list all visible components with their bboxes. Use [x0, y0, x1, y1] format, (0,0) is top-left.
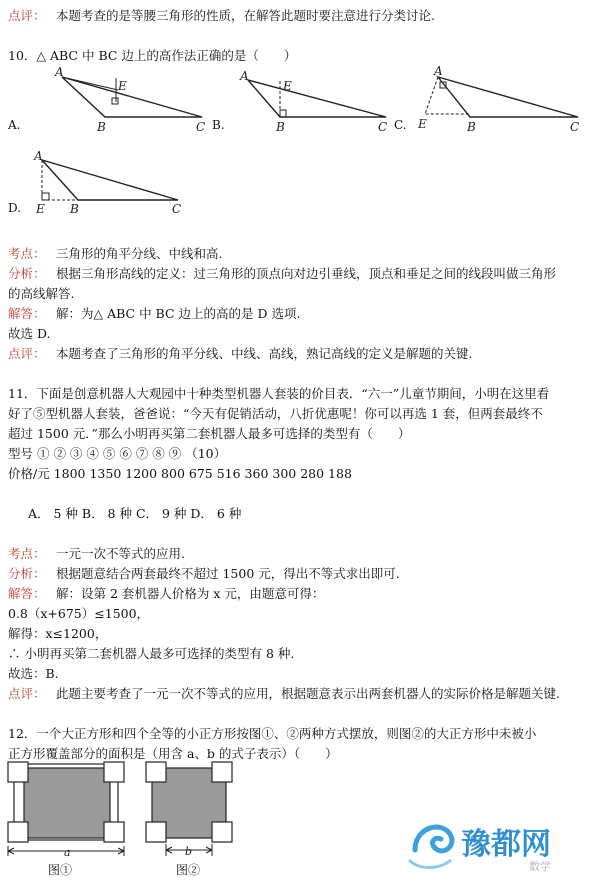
pt-a2: A: [240, 69, 249, 83]
q11-kaodian-tag: 考点：: [8, 546, 46, 561]
q12-line1: 12．一个大正方形和四个全等的小正方形按图①、②两种方式摆放，则图②的大正方形中未被小: [8, 726, 537, 741]
pt-e1: E: [118, 79, 127, 93]
q10-fenxi-tag: 分析：: [8, 266, 46, 281]
opt-a: A.: [8, 118, 21, 132]
fig2-label: 图②: [176, 863, 201, 877]
top-dianping-tag: 点评：: [8, 8, 46, 23]
q10-fenxi-1: 根据三角形高线的定义：过三角形的顶点向对边引垂线，顶点和垂足之间的线段叫做三角形: [56, 266, 557, 281]
watermark-logo: [395, 810, 595, 880]
q11-dianping-tag: 点评：: [8, 686, 46, 701]
q11-eq3: ∴ 小明再买第二套机器人最多可选择的类型有 8 种.: [8, 646, 295, 661]
q10-jieda: 解：为△ ABC 中 BC 边上的高的是 D 选项.: [56, 306, 301, 321]
dim-b-label: b: [185, 845, 193, 858]
pt-c3: C: [570, 120, 580, 134]
q11-line5: 价格/元 1800 1350 1200 800 675 516 360 300 280 188: [8, 466, 352, 481]
q11-line2: 好了⑤型机器人套装，爸爸说：“今天有促销活动，八折优惠呢！你可以再选 1 套，但两套最终不: [8, 406, 543, 421]
q10-figures: [0, 62, 600, 222]
pt-b2: B: [276, 120, 285, 134]
watermark-sub: 数学: [529, 860, 551, 873]
pt-c4: C: [172, 202, 182, 216]
pt-a4: A: [34, 149, 43, 163]
opt-d: D.: [8, 201, 22, 215]
q10-triangle-d: [42, 160, 178, 200]
q10-triangle-a: [62, 77, 202, 117]
q10-dianping: 本题考查了三角形的角平分线、中线、高线，熟记高线的定义是解题的关键.: [56, 346, 473, 361]
q11-fenxi: 根据题意结合两套最终不超过 1500 元，得出不等式求出即可.: [56, 566, 400, 581]
pt-c2: C: [378, 120, 388, 134]
q11-eq2: 解得：x≤1200，: [8, 626, 108, 641]
q11-jieda-tag: 解答：: [8, 586, 46, 601]
q11-eq1: 0.8（x+675）≤1500，: [8, 606, 150, 621]
q11-guxuan: 故选：B.: [8, 666, 59, 681]
figure-2: [146, 762, 232, 856]
q11-fenxi-tag: 分析：: [8, 566, 46, 581]
q10-guxuan: 故选 D.: [8, 326, 51, 341]
pt-b4: B: [70, 202, 79, 216]
q10-triangle-b: [248, 80, 386, 117]
watermark-swirl-icon: [395, 810, 595, 880]
q11-kaodian: 一元一次不等式的应用.: [56, 546, 185, 561]
pt-c1: C: [196, 120, 206, 134]
q11-options: A． 5 种 B． 8 种 C． 9 种 D． 6 种: [28, 506, 242, 521]
q10-dianping-tag: 点评：: [8, 346, 46, 361]
top-dianping-text: 本题考查的是等腰三角形的性质，在解答此题时要注意进行分类讨论.: [56, 8, 435, 23]
q12-figures: [0, 760, 300, 881]
dim-a-label: a: [64, 846, 71, 859]
fig1-label: 图①: [48, 863, 73, 877]
q12-line2: 正方形覆盖部分的面积是（用含 a、b 的式子表示）（ ）: [8, 746, 338, 761]
pt-e3: E: [418, 117, 427, 131]
pt-b1: B: [97, 120, 106, 134]
q10-kaodian: 三角形的角平分线、中线和高.: [56, 246, 223, 261]
q10-triangle-c: [438, 77, 578, 117]
watermark-text: 豫都网: [461, 827, 551, 862]
pt-b3: B: [467, 120, 476, 134]
q11-line1: 11．下面是创意机器人大观园中十种类型机器人套装的价目表．“六一”儿童节期间，小明在这里看: [8, 386, 550, 401]
pt-a1: A: [55, 65, 64, 79]
q11-line4: 型号 ① ② ③ ④ ⑤ ⑥ ⑦ ⑧ ⑨ （10）: [8, 446, 227, 461]
opt-c: C.: [394, 118, 407, 132]
q11-line3: 超过 1500 元．”那么小明再买第二套机器人最多可选择的类型有（ ）: [8, 426, 411, 441]
q11-jieda: 解：设第 2 套机器人价格为 x 元，由题意可得：: [56, 586, 325, 601]
q10-jieda-tag: 解答：: [8, 306, 46, 321]
q10-title: 10．△ ABC 中 BC 边上的高作法正确的是（ ）: [8, 48, 297, 63]
opt-b: B.: [212, 118, 225, 132]
pt-a3: A: [434, 64, 443, 78]
q10-fenxi-2: 的高线解答.: [8, 286, 75, 301]
q11-dianping: 此题主要考查了一元一次不等式的应用，根据题意表示出两套机器人的实际价格是解题关键.: [56, 686, 560, 701]
pt-e4: E: [36, 202, 45, 216]
q10-kaodian-tag: 考点：: [8, 246, 46, 261]
figure-1: [8, 762, 124, 856]
pt-e2: E: [283, 79, 292, 93]
